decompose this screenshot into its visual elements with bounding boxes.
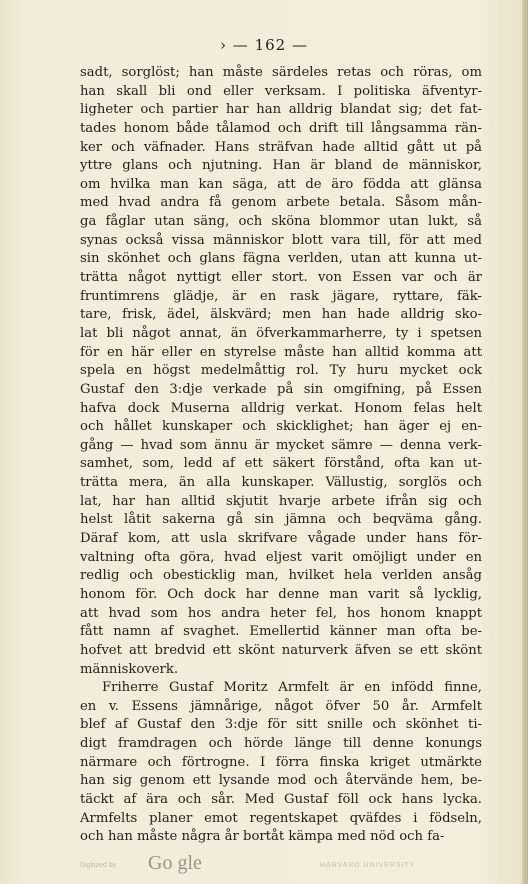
text-line: trätta något nyttigt eller stort. von Essen var och är xyxy=(80,270,482,286)
text-line: Gustaf den 3:dje verkade på sin omgifning, på Essen xyxy=(80,381,482,397)
text-line: redlig och obesticklig man, hvilket hela verlden ansåg xyxy=(80,568,482,584)
text-line: om hvilka man kan säga, att de äro födda att glänsa xyxy=(80,176,482,192)
text-line: fått namn af svaghet. Emellertid känner man ofta be- xyxy=(80,624,482,640)
text-line: digt framdragen och hörde länge till denne konungs xyxy=(80,736,482,752)
text-line: sadt, sorglöst; han måste särdeles retas och röras, om xyxy=(80,65,482,80)
digitized-label: Digitized by xyxy=(80,862,117,869)
text-line: samhet, som, ledd af ett säkert förstånd, ofta kan ut- xyxy=(80,456,482,472)
google-watermark: Go gle xyxy=(148,852,202,874)
text-line: och hållet kunskaper och skicklighet; han äger ej en- xyxy=(80,419,482,435)
text-line: närmare och förtrogne. I förra finska kriget utmärkte xyxy=(80,754,482,770)
text-line: blef af Gustaf den 3:dje för sitt snille och skönhet ti- xyxy=(80,717,482,733)
text-line: tades honom både tålamod och drift till långsamma rän- xyxy=(80,120,482,136)
text-line: ker och väfnader. Hans sträfvan hade alltid gått ut på xyxy=(80,139,482,155)
text-line: ga fåglar utan säng, och sköna blommor utan lukt, så xyxy=(80,214,482,230)
library-label: HARVARD UNIVERSITY xyxy=(320,862,416,869)
text-line: spela en högst medelmåttig rol. Ty huru mycket ock xyxy=(80,363,482,379)
text-line: lat bli något annat, än öfverkammarherre, ty i spetsen xyxy=(80,325,482,341)
text-line: yttre glans och njutning. Han är bland de människor, xyxy=(80,158,482,174)
text-line: han sig genom ett lysande mod och återvände hem, be- xyxy=(80,773,482,789)
text-line: Däraf kom, att usla skrifvare vågade under hans för- xyxy=(80,531,482,547)
text-line: valtning ofta göra, hvad eljest varit omöjligt under en xyxy=(80,549,482,565)
text-line: Friherre Gustaf Moritz Armfelt är en infödd finne, xyxy=(102,680,482,696)
page-edge xyxy=(522,0,528,884)
text-line: synas också vissa människor blott vara till, för att med xyxy=(80,232,482,248)
text-line: sin skönhet och glans fägna verlden, utan att kunna ut- xyxy=(80,251,482,267)
text-line: helst låtit sakerna gå sin jämna och beqväma gång. xyxy=(80,512,482,528)
text-line: människoverk. xyxy=(80,661,179,677)
text-line: trätta mera, än alla kunskaper. Vällustig, sorglös och xyxy=(80,475,482,491)
text-line: att hvad som hos andra heter fel, hos honom knappt xyxy=(80,605,482,621)
text-line: och han måste några år bortåt kämpa med nöd och fa- xyxy=(80,829,445,845)
page-header xyxy=(0,36,528,54)
body-text xyxy=(80,64,482,847)
text-line: med hvad andra få genom arbete betala. Såsom mån- xyxy=(80,195,482,211)
text-line: tare, frisk, ädel, älskvärd; men han hade alldrig sko- xyxy=(80,307,482,323)
text-line: en v. Essens jämnårige, något öfver 50 år. Armfelt xyxy=(80,698,482,714)
text-line: hafva dock Muserna alldrig verkat. Honom felas helt xyxy=(80,400,482,416)
page-number: › — 162 — xyxy=(220,36,308,54)
text-line: honom för. Och dock har denne man varit så lycklig, xyxy=(80,586,482,602)
text-line: lat, har han alltid skjutit hvarje arbete ifrån sig och xyxy=(80,493,482,509)
text-line: hofvet att bredvid ett skönt naturverk äfven se ett skönt xyxy=(80,642,482,658)
text-line: han skall bli ond eller verksam. I politiska äfventyr- xyxy=(80,83,482,99)
text-line: för en här eller en styrelse måste han alltid komma att xyxy=(80,344,482,360)
text-line: gång — hvad som ännu är mycket sämre — denna verk- xyxy=(80,437,482,453)
page-footer xyxy=(80,852,480,876)
text-line: täckt af ära och sår. Med Gustaf föll ock hans lycka. xyxy=(80,791,482,807)
text-line: ligheter och partier har han alldrig blandat sig; det fat- xyxy=(80,102,482,118)
text-line: Armfelts planer emot regentskapet qväfdes i födseln, xyxy=(80,810,482,826)
paragraph xyxy=(80,679,482,847)
paragraph xyxy=(80,64,482,679)
text-line: fruntimrens glädje, är en rask jägare, ryttare, fäk- xyxy=(80,288,482,304)
